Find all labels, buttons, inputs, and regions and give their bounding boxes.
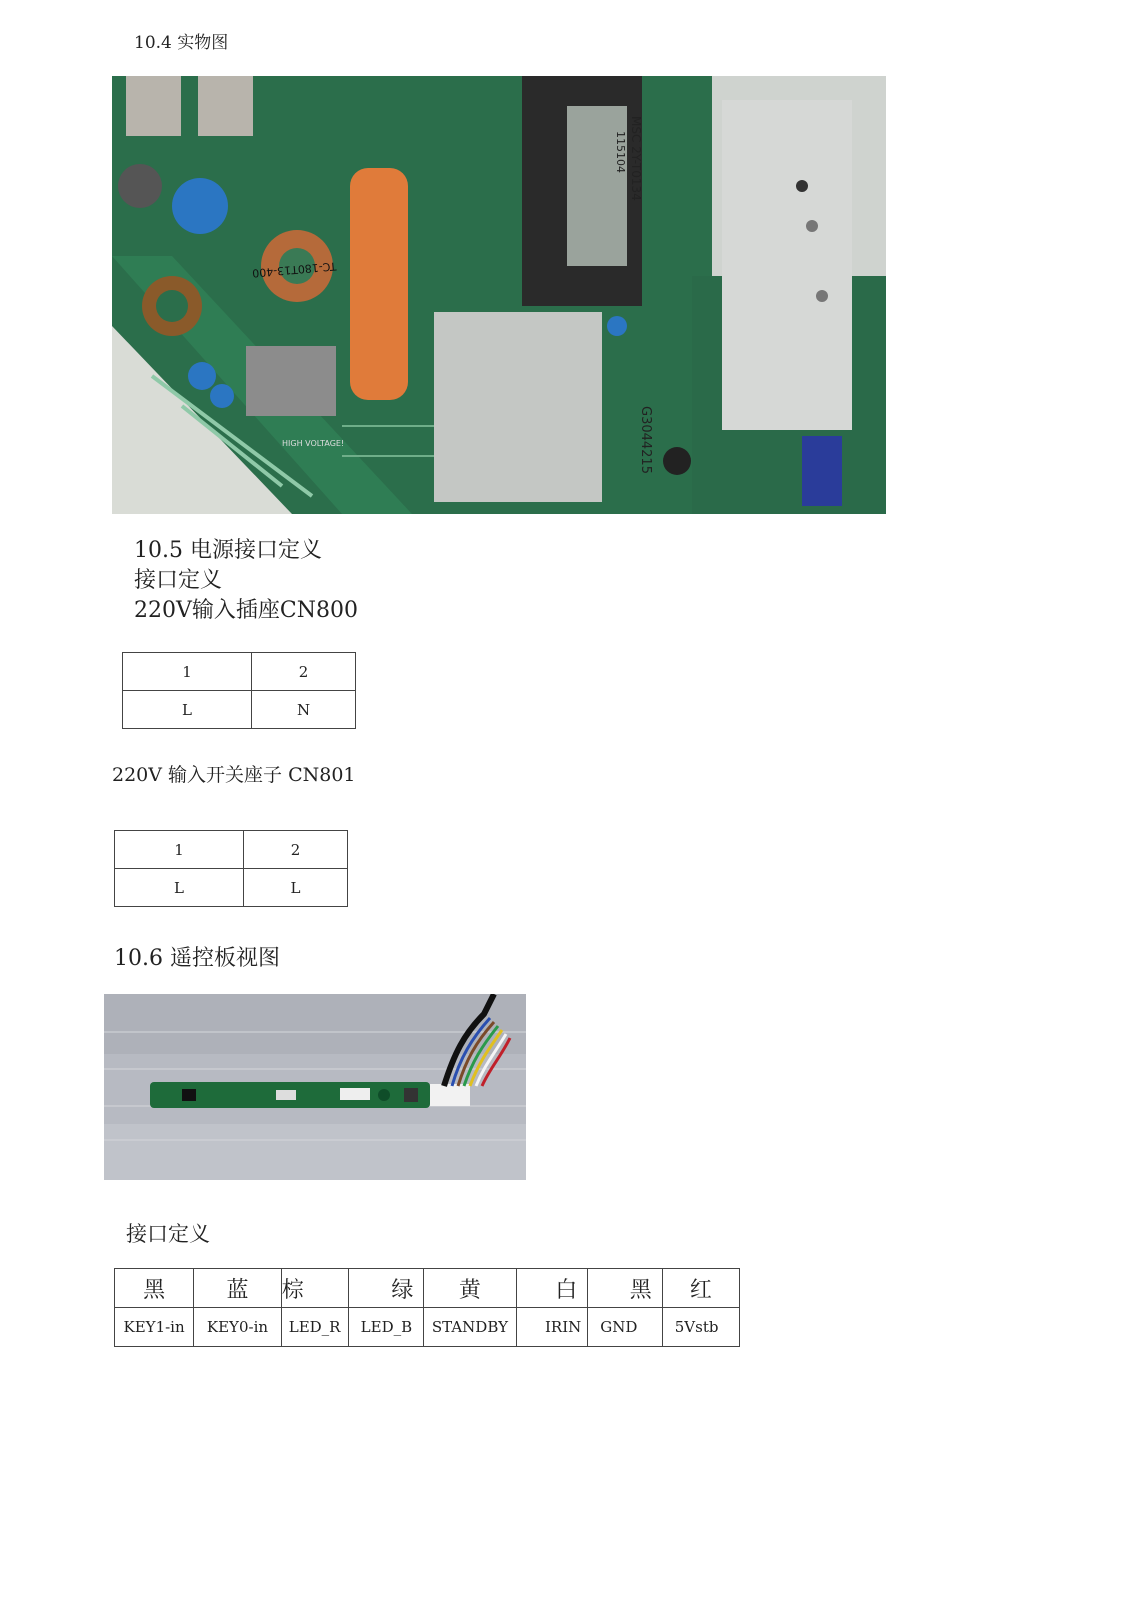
remote-interface-title: 接口定义 [126, 1222, 210, 1246]
wire-color-1: 黑 [115, 1269, 194, 1308]
cn800-table [122, 652, 356, 729]
signal-3: LED_R [281, 1308, 349, 1347]
cn800-pin-1: 1 [123, 653, 252, 691]
wire-color-3: 棕 [281, 1269, 349, 1308]
remote-interface-table [114, 1268, 740, 1347]
board-code-label: G3044215 [638, 406, 653, 474]
section-10-4-title: 10.4 实物图 [134, 33, 229, 53]
wire-color-8: 红 [662, 1269, 739, 1308]
section-10-6-title: 10.6 遥控板视图 [114, 946, 280, 971]
wire-color-5: 黄 [424, 1269, 516, 1308]
wire-color-7: 黑 [588, 1269, 662, 1308]
section-10-5-title: 10.5 电源接口定义 [134, 538, 322, 563]
inductor-label: TC-180T13-400 [251, 259, 337, 280]
signal-1: KEY1-in [115, 1308, 194, 1347]
signal-2: KEY0-in [194, 1308, 282, 1347]
signal-7: GND [588, 1308, 662, 1347]
power-board-photo [112, 76, 886, 514]
wire-color-6: 白 [516, 1269, 588, 1308]
signal-5: STANDBY [424, 1308, 516, 1347]
transformer-label: MSC 2Y-T0134 [629, 116, 643, 201]
remote-board-photo [104, 994, 526, 1180]
signal-4: LED_B [349, 1308, 424, 1347]
cn801-table [114, 830, 348, 907]
cn800-value-2: N [252, 691, 356, 729]
cn801-value-2: L [244, 869, 348, 907]
signal-6: IRIN [516, 1308, 588, 1347]
cn800-title: 220V输入插座CN800 [134, 598, 358, 623]
wire-color-4: 绿 [349, 1269, 424, 1308]
signal-8: 5Vstb [662, 1308, 739, 1347]
cn801-pin-2: 2 [244, 831, 348, 869]
cn800-value-1: L [123, 691, 252, 729]
cn801-title: 220V 输入开关座子 CN801 [112, 764, 356, 786]
wire-color-2: 蓝 [194, 1269, 282, 1308]
hv-label: HIGH VOLTAGE! [282, 439, 345, 448]
cn800-pin-2: 2 [252, 653, 356, 691]
cn801-value-1: L [115, 869, 244, 907]
cn801-pin-1: 1 [115, 831, 244, 869]
transformer-code-label: 115104 [614, 131, 627, 173]
section-10-5-subtitle: 接口定义 [134, 568, 223, 593]
